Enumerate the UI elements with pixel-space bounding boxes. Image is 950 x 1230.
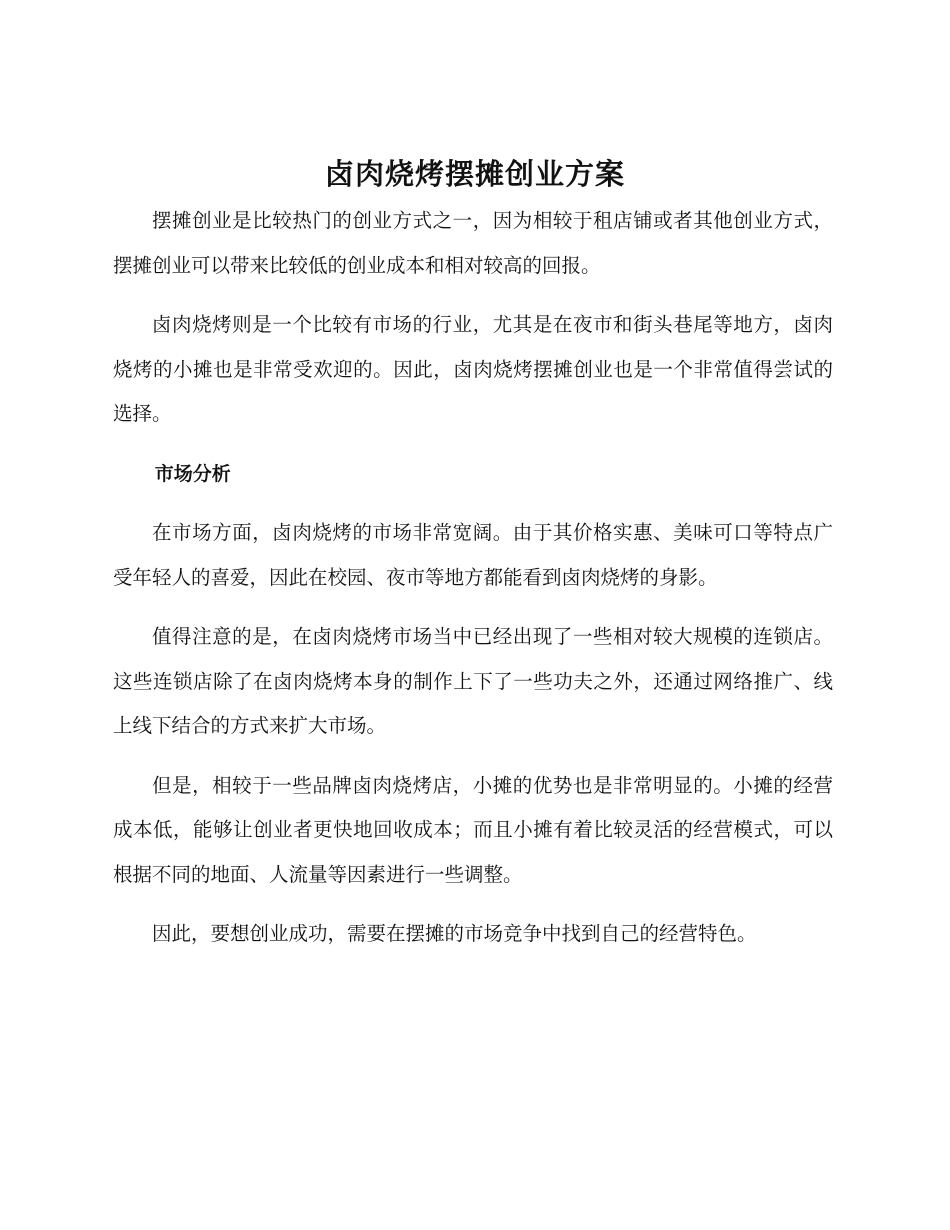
market-paragraph-1: 在市场方面，卤肉烧烤的市场非常宽阔。由于其价格实惠、美味可口等特点广受年轻人的喜爱，因此在校园、夜市等地方都能看到卤肉烧烤的身影。 xyxy=(113,521,833,589)
section-heading-market-analysis: 市场分析 xyxy=(154,462,231,485)
market-paragraph-3: 但是，相较于一些品牌卤肉烧烤店，小摊的优势也是非常明显的。小摊的经营成本低，能够让创业者更快地回收成本；而且小摊有着比较灵活的经营模式，可以根据不同的地面、人流量等因素进行一些调整。 xyxy=(113,773,833,886)
document-title: 卤肉烧烤摆摊创业方案 xyxy=(324,157,625,191)
intro-paragraph-2: 卤肉烧烤则是一个比较有市场的行业，尤其是在夜市和街头巷尾等地方，卤肉烧烤的小摊也是非常受欢迎的。因此，卤肉烧烤摆摊创业也是一个非常值得尝试的选择。 xyxy=(113,313,833,425)
intro-paragraph-1: 摆摊创业是比较热门的创业方式之一，因为相较于租店铺或者其他创业方式，摆摊创业可以带来比较低的创业成本和相对较高的回报。 xyxy=(113,209,833,277)
market-paragraph-4: 因此，要想创业成功，需要在摆摊的市场竞争中找到自己的经营特色。 xyxy=(152,922,757,945)
document-body xyxy=(113,199,833,972)
market-paragraph-2: 值得注意的是，在卤肉烧烤市场当中已经出现了一些相对较大规模的连锁店。这些连锁店除了在卤肉烧烤本身的制作上下了一些功夫之外，还通过网络推广、线上线下结合的方式来扩大市场。 xyxy=(113,625,833,737)
